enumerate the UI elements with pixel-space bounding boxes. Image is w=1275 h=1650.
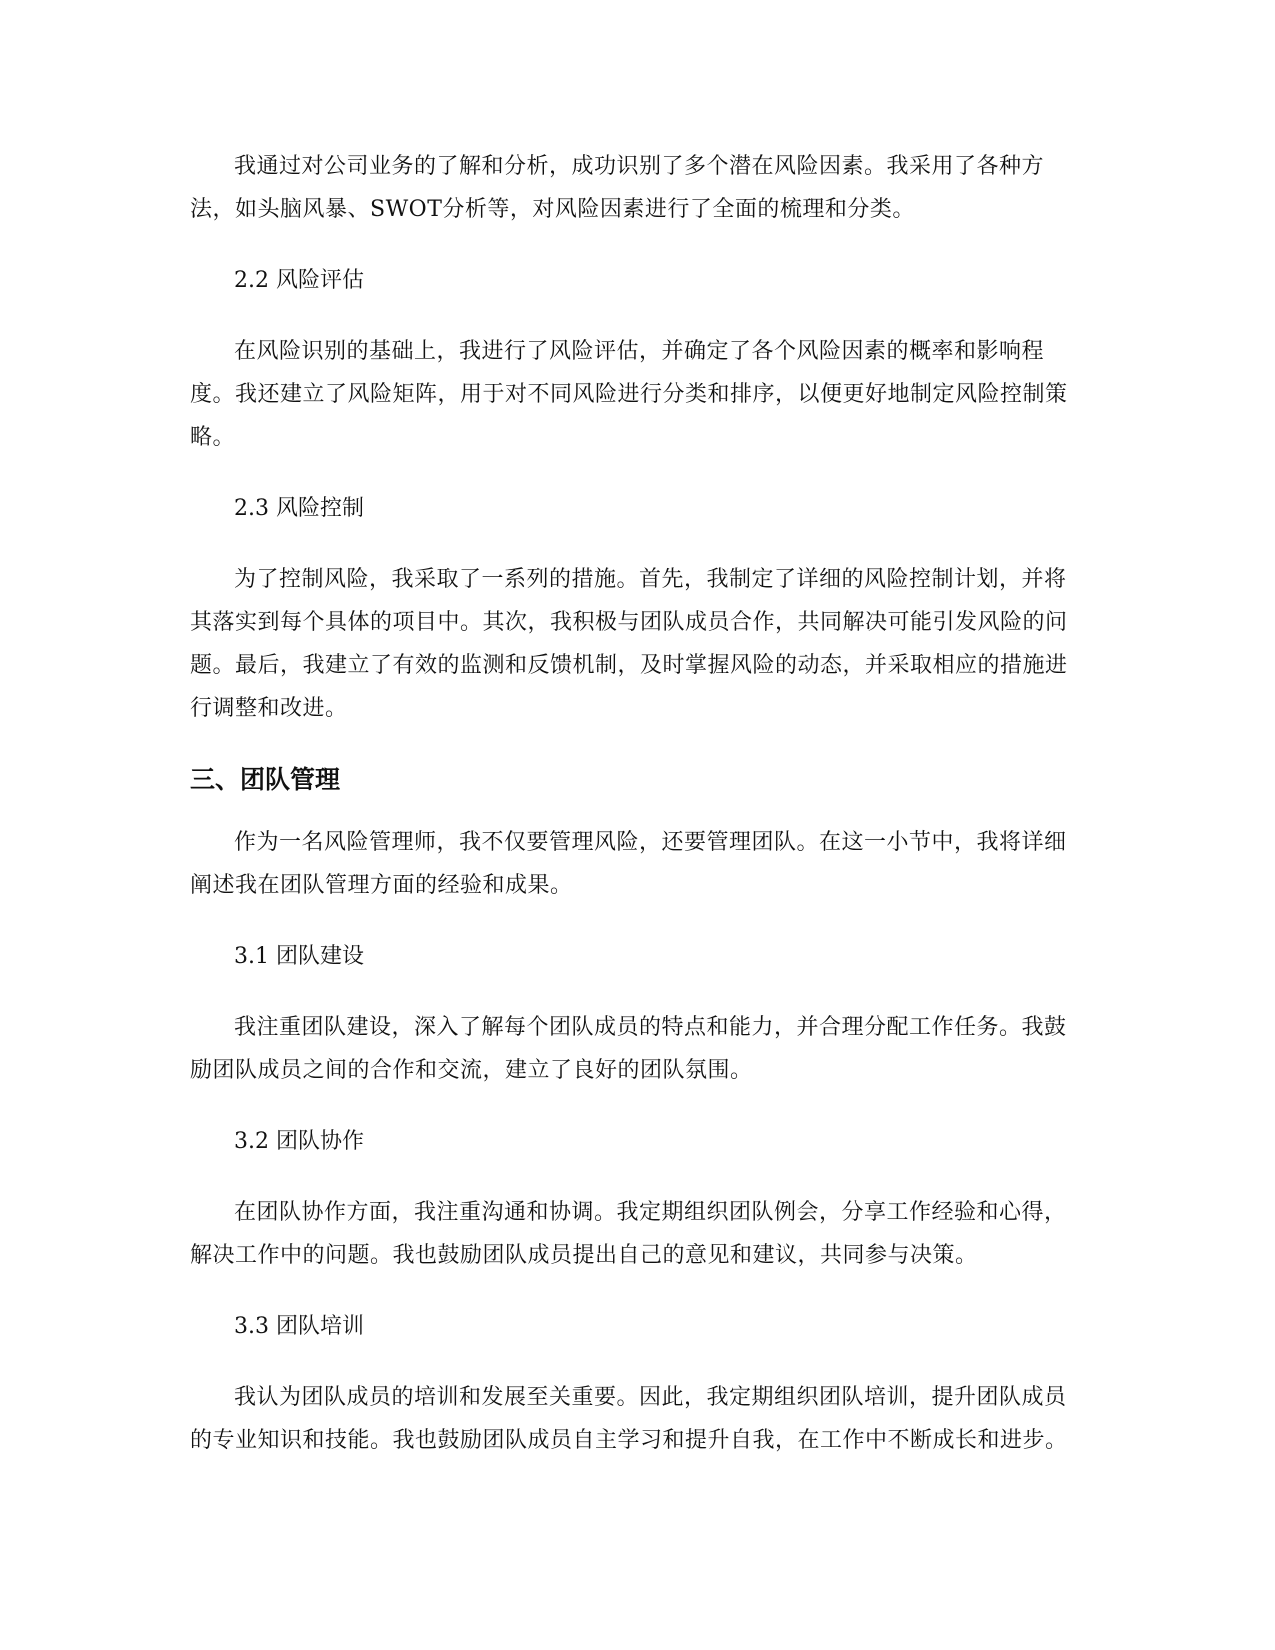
- paragraph-team-management: 作为一名风险管理师，我不仅要管理风险，还要管理团队。在这一小节中，我将详细阐述我在团队管理方面的经验和成果。: [190, 830, 1067, 898]
- paragraph-team-collaboration: 在团队协作方面，我注重沟通和协调。我定期组织团队例会，分享工作经验和心得，解决工作中的问题。我也鼓励团队成员提出自己的意见和建议，共同参与决策。: [190, 1200, 1067, 1268]
- subheading-3-1: 3.1 团队建设: [234, 944, 364, 969]
- paragraph-risk-identification: 我通过对公司业务的了解和分析，成功识别了多个潜在风险因素。我采用了各种方法，如头脑风暴、SWOT分析等，对风险因素进行了全面的梳理和分类。: [190, 154, 1045, 222]
- subheading-3-2: 3.2 团队协作: [234, 1129, 364, 1154]
- paragraph-risk-control: 为了控制风险，我采取了一系列的措施。首先，我制定了详细的风险控制计划，并将其落实到每个具体的项目中。其次，我积极与团队成员合作，共同解决可能引发风险的问题。最后，我建立了有效的监测和反馈机制，及时掌握风险的动态，并采取相应的措施进行调整和改进。: [190, 567, 1068, 721]
- section-heading-3: 三、团队管理: [190, 765, 341, 794]
- paragraph-risk-assessment: 在风险识别的基础上，我进行了风险评估，并确定了各个风险因素的概率和影响程度。我还建立了风险矩阵，用于对不同风险进行分类和排序，以便更好地制定风险控制策略。: [190, 339, 1068, 450]
- paragraph-team-building: 我注重团队建设，深入了解每个团队成员的特点和能力，并合理分配工作任务。我鼓励团队成员之间的合作和交流，建立了良好的团队氛围。: [190, 1015, 1067, 1083]
- subheading-2-3: 2.3 风险控制: [234, 496, 364, 521]
- subheading-2-2: 2.2 风险评估: [234, 268, 364, 293]
- subheading-3-3: 3.3 团队培训: [234, 1314, 364, 1339]
- paragraph-team-training: 我认为团队成员的培训和发展至关重要。因此，我定期组织团队培训，提升团队成员的专业知识和技能。我也鼓励团队成员自主学习和提升自我，在工作中不断成长和进步。: [190, 1385, 1068, 1453]
